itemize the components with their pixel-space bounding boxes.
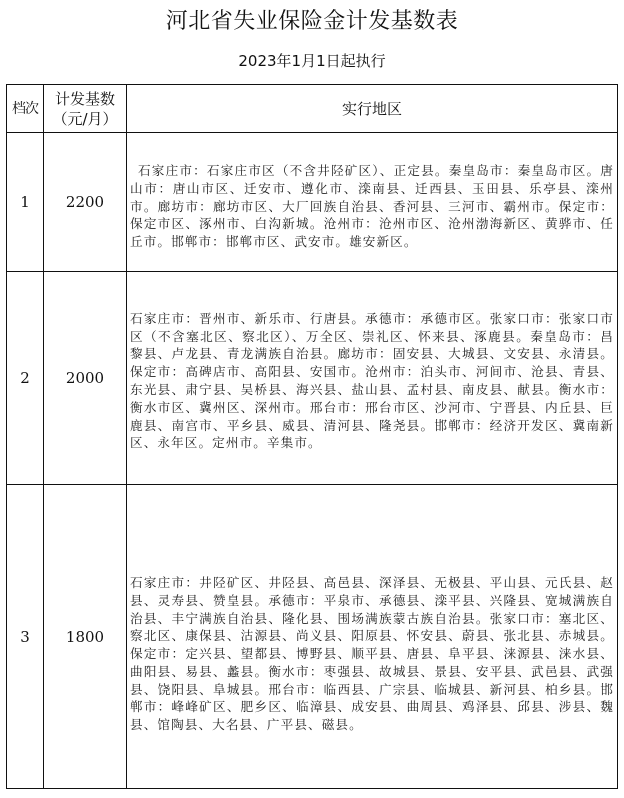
benefit-base-table <box>6 84 618 789</box>
header-amount <box>44 85 127 133</box>
regions-cell <box>127 133 618 272</box>
regions-cell <box>127 272 618 485</box>
header-amount-label: 计发基数 <box>54 89 115 108</box>
tier-cell: 3 <box>7 485 44 789</box>
tier-cell: 2 <box>7 272 44 485</box>
regions-text: 石家庄市：晋州市、新乐市、行唐县。承德市：承德市区。张家口市：张家口市区（不含塞北区、察北区）、万全区、崇礼区、怀来县、涿鹿县。秦皇岛市：昌黎县、卢龙县、青龙满族自治县。廊坊市：固安县、大城县、文安县、永清县。保定市：高碑店市、高阳县、安国市。沧州市：泊头市、河间市、沧县、青县、东光县、肃宁县、吴桥县、海兴县、盐山县、孟村县、南皮县、献县。衡水市：衡水市区、冀州区、深州市。邢台市：邢台市区、沙河市、宁晋县、内丘县、巨鹿县、南宫市、平乡县、威县、清河县、隆尧县。邯郸市：经济开发区、冀南新区、永年区。定州市。辛集市。 <box>130 310 614 451</box>
header-regions-label: 实行地区 <box>341 99 402 118</box>
amount-cell: 1800 <box>44 485 127 789</box>
header-amount-unit: （元/月） <box>52 109 118 128</box>
table-row <box>7 272 618 485</box>
effective-date-subtitle: 2023年1月1日起执行 <box>238 52 386 70</box>
table-row <box>7 133 618 272</box>
tier-cell: 1 <box>7 133 44 272</box>
amount-cell: 2200 <box>44 133 127 272</box>
amount-cell: 2000 <box>44 272 127 485</box>
header-tier <box>7 85 44 133</box>
regions-text: 石家庄市：石家庄市区（不含井陉矿区）、正定县。秦皇岛市：秦皇岛市区。唐山市：唐山市区、迁安市、遵化市、滦南县、迁西县、玉田县、乐亭县、滦州市。廊坊市：廊坊市区、大厂回族自治县、香河县、三河市、霸州市。保定市：保定市区、涿州市、白沟新城。沧州市：沧州市区、沧州渤海新区、黄骅市、任丘市。邯郸市：邯郸市区、武安市。雄安新区。 <box>130 163 614 250</box>
table-row <box>7 485 618 789</box>
document-title: 河北省失业保险金计发基数表 <box>165 9 459 34</box>
header-regions <box>127 85 618 133</box>
regions-cell <box>127 485 618 789</box>
header-tier-label: 档次 <box>12 100 38 117</box>
table-header-row <box>7 85 618 133</box>
regions-text: 石家庄市：井陉矿区、井陉县、高邑县、深泽县、无极县、平山县、元氏县、赵县、灵寿县、赞皇县。承德市：平泉市、承德县、滦平县、兴隆县、宽城满族自治县、丰宁满族自治县、隆化县、围场满族蒙古族自治县。张家口市：塞北区、察北区、康保县、沽源县、尚义县、阳原县、怀安县、蔚县、张北县、赤城县。保定市：定兴县、望都县、博野县、顺平县、唐县、阜平县、涞源县、涞水县、曲阳县、易县、蠡县。衡水市：枣强县、故城县、景县、安平县、武邑县、武强县、饶阳县、阜城县。邢台市：临西县、广宗县、临城县、新河县、柏乡县。邯郸市：峰峰矿区、肥乡区、临漳县、成安县、曲周县、鸡泽县、邱县、涉县、魏县、馆陶县、大名县、广平县、磁县。 <box>130 574 614 733</box>
